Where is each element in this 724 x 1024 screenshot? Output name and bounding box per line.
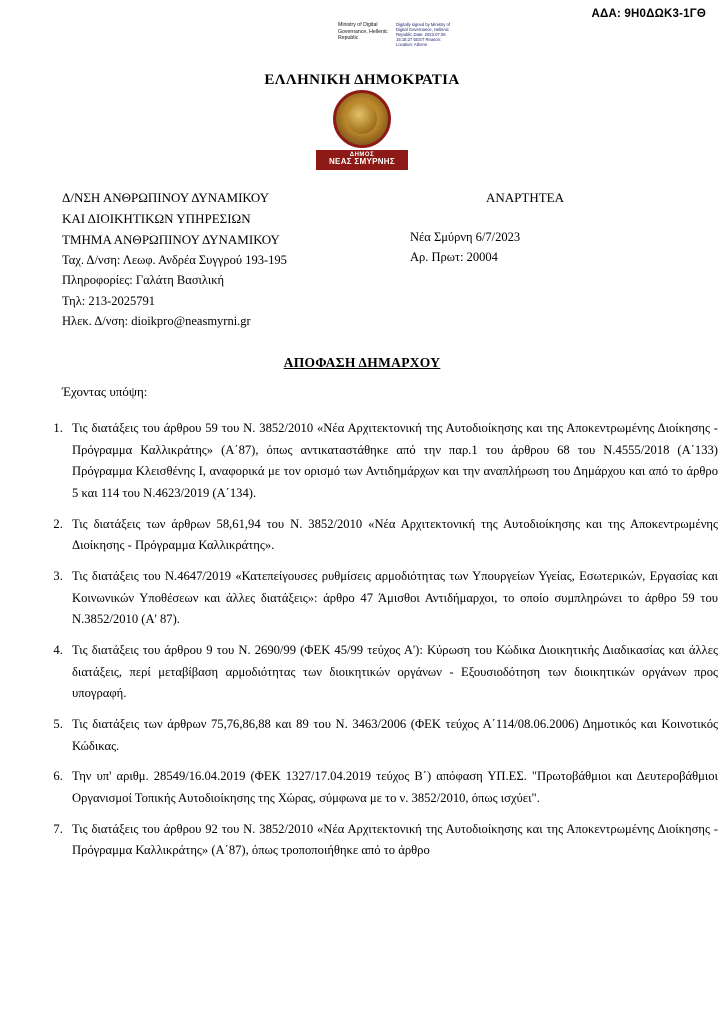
emblem-line-1: ΔΗΜΟΣ bbox=[349, 152, 375, 158]
department-line-2: ΚΑΙ ΔΙΟΙΚΗΤΙΚΩΝ ΥΠΗΡΕΣΙΩΝ bbox=[62, 211, 251, 227]
place-and-date: Νέα Σμύρνη 6/7/2023 bbox=[410, 230, 521, 245]
legal-basis-list bbox=[36, 418, 718, 871]
list-item: 2. Τις διατάξεις των άρθρων 58,61,94 του Ν. 3852/2010 «Νέα Αρχιτεκτονική της Αυτοδιοίκησης και της Αποκεντρωμένης Διοίκησης - Πρόγραμμα Καλλικράτης». bbox=[66, 514, 718, 557]
document-meta-block bbox=[410, 187, 690, 268]
emblem-band bbox=[316, 150, 408, 170]
phone-number: Τηλ: 213-2025791 bbox=[62, 293, 156, 308]
emblem-line-2: ΝΕΑΣ ΣΜΥΡΝΗΣ bbox=[328, 157, 395, 167]
list-item: 6. Την υπ' αριθμ. 28549/16.04.2019 (ΦΕΚ 1327/17.04.2019 τεύχος Β΄) απόφαση ΥΠ.ΕΣ. "Πρωτοβάθμιοι και Δευτεροβάθμιοι Οργανισμοί Τοπικής Αυτοδιοίκησης της Χώρας, σύμφωνα με το ν. 3852/2010, όπως ισχύει". bbox=[66, 766, 718, 809]
list-item: 5. Τις διατάξεις των άρθρων 75,76,86,88 και 89 του Ν. 3463/2006 (ΦΕΚ τεύχος Α΄114/08.06.2006) Δημοτικός και Κοινοτικός Κώδικας. bbox=[66, 714, 718, 757]
list-item: 7. Τις διατάξεις του άρθρου 92 του Ν. 3852/2010 «Νέα Αρχιτεκτονική της Αυτοδιοίκησης και της Αποκεντρωμένης Διοίκησης - Πρόγραμμα Καλλικράτης» (Α΄87), όπως τροποποιήθηκε από το άρθρο bbox=[66, 819, 718, 862]
publication-status: ΑΝΑΡΤΗΤΕΑ bbox=[486, 190, 564, 205]
preamble-text: Έχοντας υπόψη: bbox=[62, 384, 148, 399]
ada-code: ΑΔΑ: 9Η0ΔΩΚ3-1ΓΘ bbox=[591, 8, 706, 20]
email-address: Ηλεκ. Δ/νση: dioikpro@neasmyrni.gr bbox=[62, 313, 251, 328]
spacer bbox=[410, 208, 690, 227]
protocol-number: Αρ. Πρωτ: 20004 bbox=[410, 250, 498, 265]
seal-icon bbox=[333, 90, 391, 148]
department-line-1: Δ/ΝΣΗ ΑΝΘΡΩΠΙΝΟΥ ΔΥΝΑΜΙΚΟΥ bbox=[62, 190, 270, 205]
sender-address-block bbox=[62, 187, 402, 331]
list-item: 1. Τις διατάξεις του άρθρου 59 του Ν. 3852/2010 «Νέα Αρχιτεκτονική της Αυτοδιοίκησης και της Αποκεντρωμένης Διοίκησης - Πρόγραμμα Καλλικράτης» (Α΄87), όπως αντικαταστάθηκε από την παρ.1 του άρθρου 68 του Ν.4555/2018 (Α΄133) Πρόγραμμα Κλεισθένης Ι, αναφορικά με τον ορισμό των Αντιδημάρχων και την αναπλήρωση του Δημάρχου και από το άρθρο 5 και 114 του Ν.4623/2019 (Α΄134). bbox=[66, 418, 718, 505]
decision-title: ΑΠΟΦΑΣΗ ΔΗΜΑΡΧΟΥ bbox=[283, 355, 441, 370]
municipality-emblem-icon bbox=[314, 90, 410, 168]
contact-person: Πληροφορίες: Γαλάτη Βασιλική bbox=[62, 273, 225, 288]
signature-authority: Ministry of Digital Governance, Hellenic Republic bbox=[338, 22, 388, 41]
page-title: ΕΛΛΗΝΙΚΗ ΔΗΜΟΚΡΑΤΙΑ bbox=[264, 72, 460, 88]
list-item: 3. Τις διατάξεις του Ν.4647/2019 «Κατεπείγουσες ρυθμίσεις αρμοδιότητας των Υπουργείων Υγείας, Εσωτερικών, Εργασίας και Κοινωνικών Υποθέσεων και άλλες διατάξεις»: άρθρο 47 Άμισθοι Αντιδήμαρχοι, το οποίο συμπληρώνει το άρθρο 59 του Ν.3852/2010 (Α' 87). bbox=[66, 566, 718, 631]
postal-address: Ταχ. Δ/νση: Λεωφ. Ανδρέα Συγγρού 193-195 bbox=[62, 253, 287, 268]
department-line-3: ΤΜΗΜΑ ΑΝΘΡΩΠΙΝΟΥ ΔΥΝΑΜΙΚΟΥ bbox=[62, 232, 280, 248]
list-item: 4. Τις διατάξεις του άρθρου 9 του Ν. 2690/99 (ΦΕΚ 45/99 τεύχος Α'): Κύρωση του Κώδικα Διοικητικής Διαδικασίας και άλλες διατάξεις, περί μεταβίβαση αρμοδιότητας των διοικητικών οργάνων - Εξουσιοδότηση των διοικητικών οργάνων προς υπογραφή. bbox=[66, 640, 718, 705]
signature-details: Digitally signed by Ministry of Digital Governance, Hellenic Republic Date: 2023.07.06 15:18:27 EEST Reason: Location: Athens bbox=[396, 22, 450, 48]
